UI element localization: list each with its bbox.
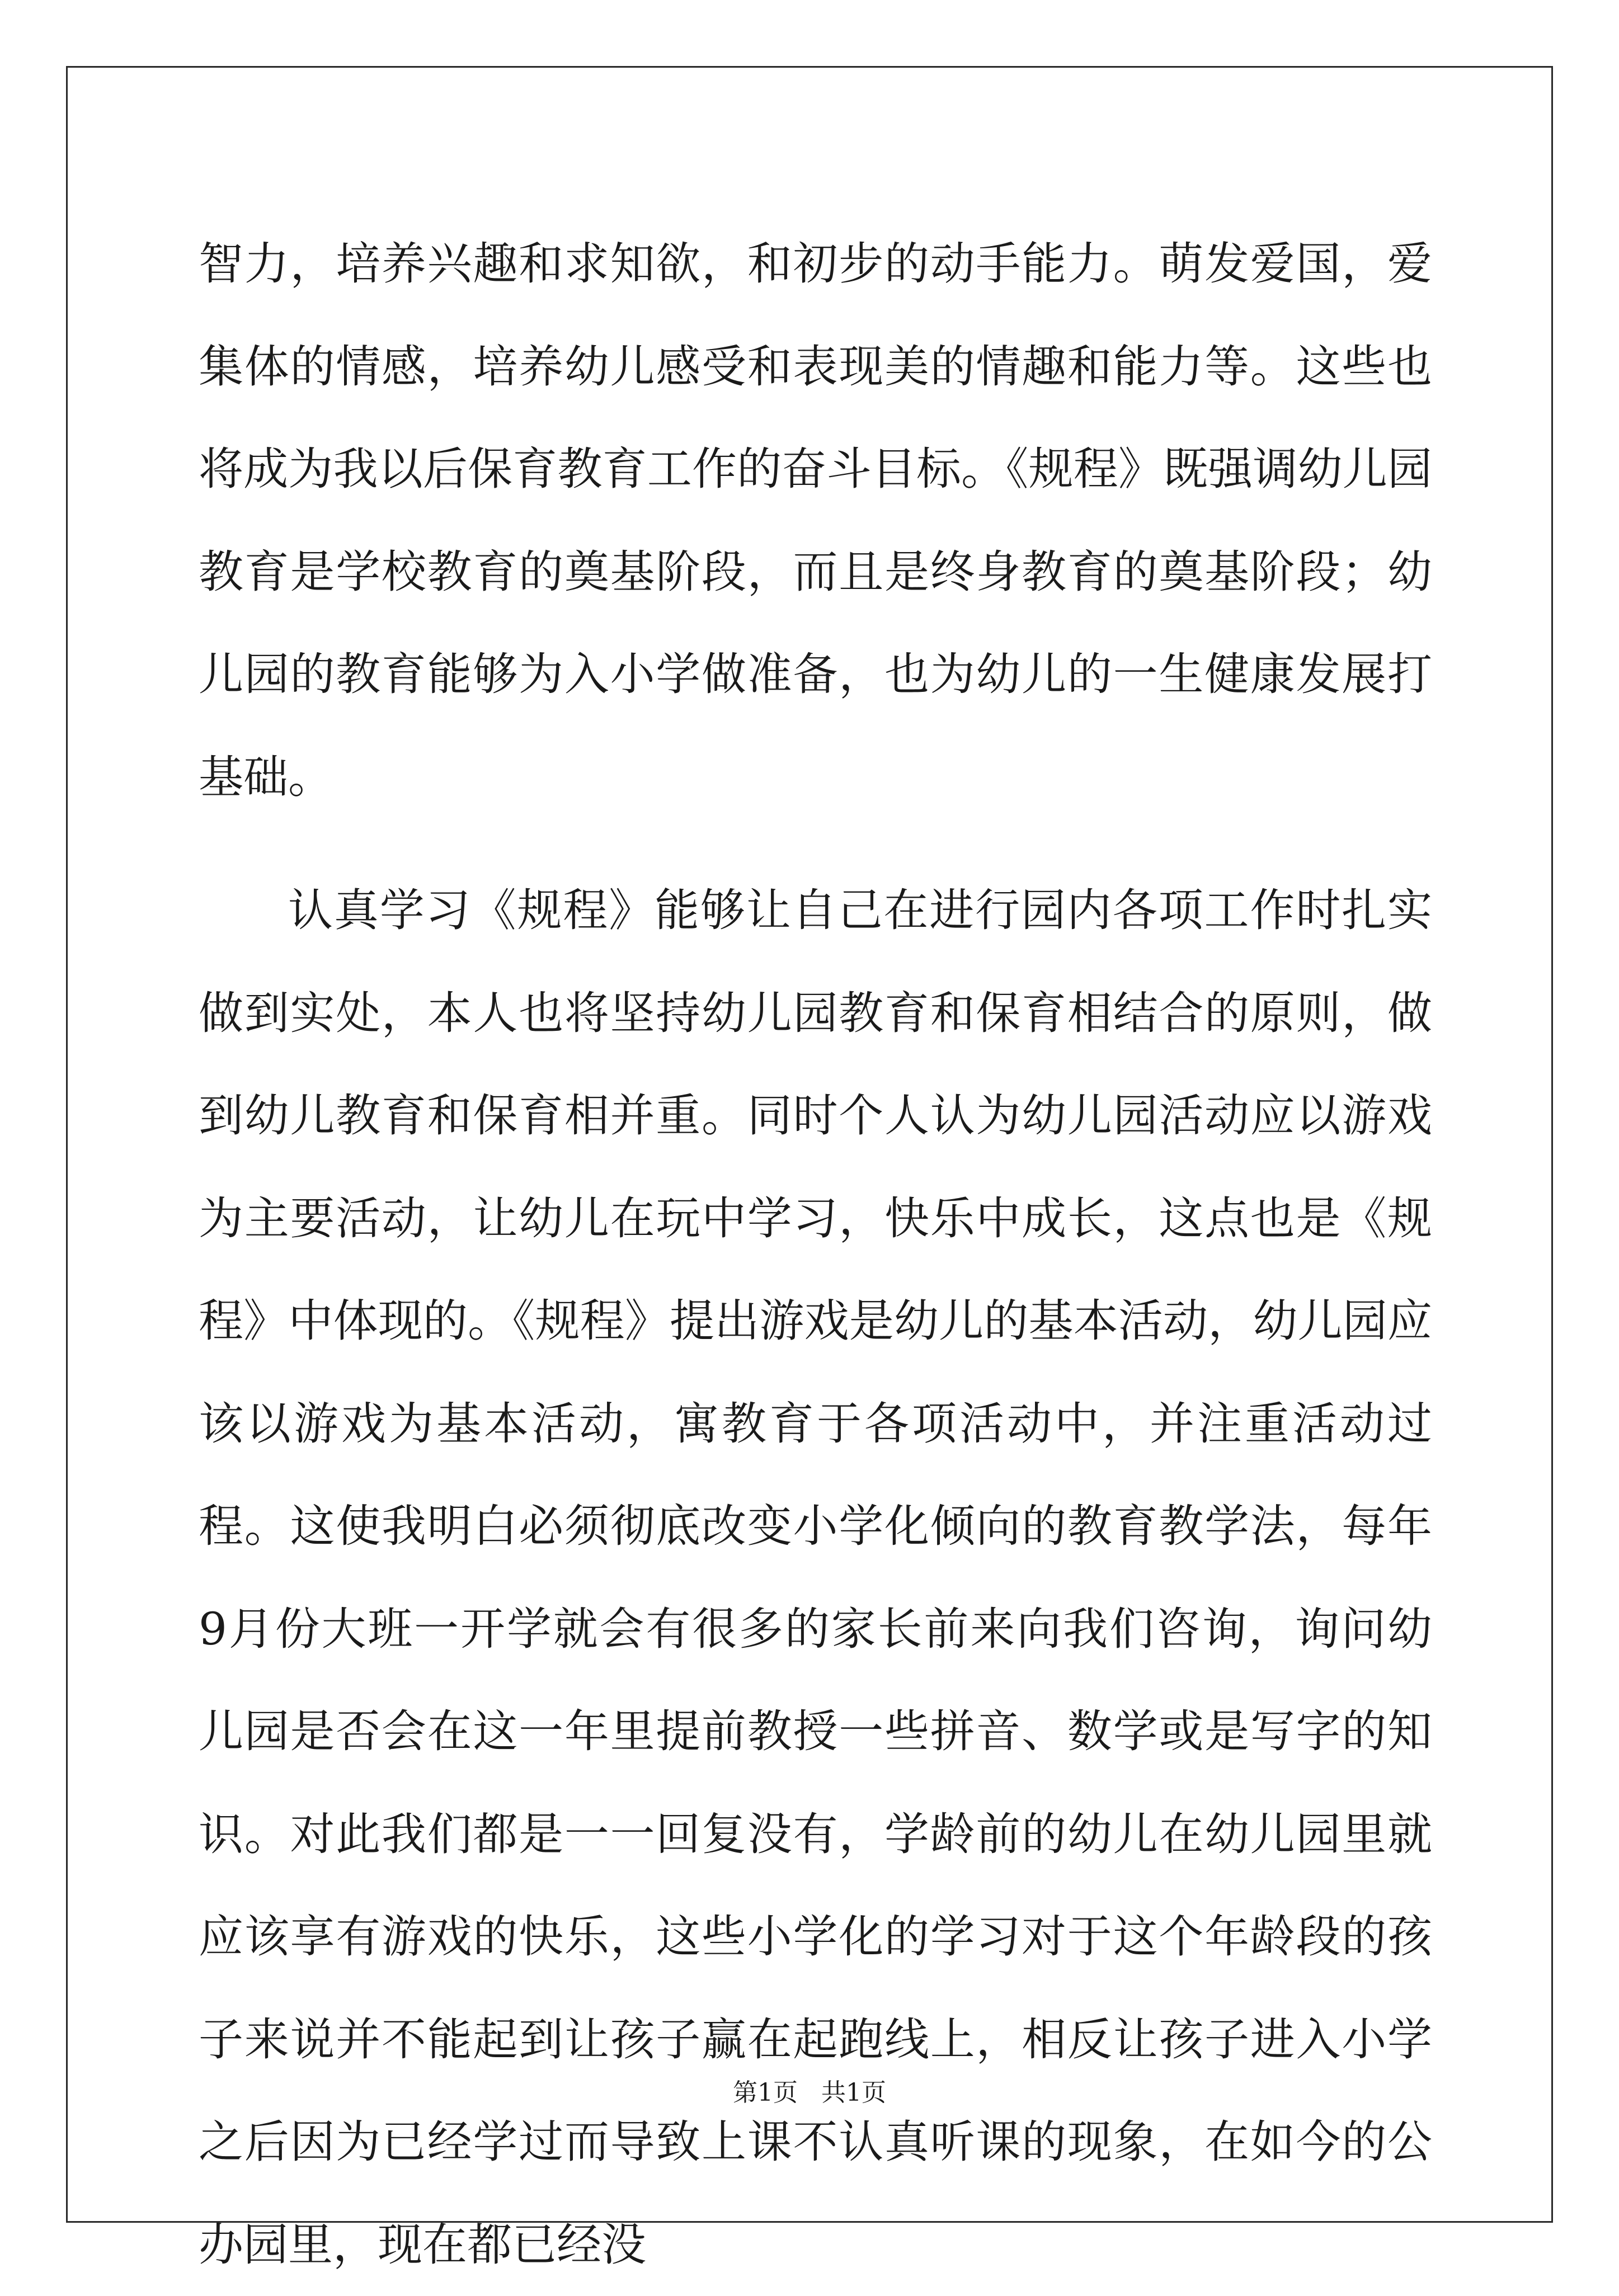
document-body bbox=[199, 213, 1432, 2296]
paragraph-1: 智力，培养兴趣和求知欲，和初步的动手能力。萌发爱国，爱集体的情感，培养幼儿感受和表现美的情趣和能力等。这些也将成为我以后保育教育工作的奋斗目标。《规程》既强调幼儿园教育是学校教育的奠基阶段，而且是终身教育的奠基阶段；幼儿园的教育能够为入小学做准备，也为幼儿的一生健康发展打基础。 bbox=[199, 238, 1432, 803]
paragraph-2: 认真学习《规程》能够让自己在进行园内各项工作时扎实做到实处，本人也将坚持幼儿园教育和保育相结合的原则，做到幼儿教育和保育相并重。同时个人认为幼儿园活动应以游戏为主要活动，让幼儿在玩中学习，快乐中成长，这点也是《规程》中体现的。《规程》提出游戏是幼儿的基本活动，幼儿园应该以游戏为基本活动，寓教育于各项活动中，并注重活动过程。这使我明白必须彻底改变小学化倾向的教育教学法，每年9月份大班一开学就会有很多的家长前来向我们咨询，询问幼儿园是否会在这一年里提前教授一些拼音、数学或是写字的知识。对此我们都是一一回复没有，学龄前的幼儿在幼儿园里就应该享有游戏的快乐，这些小学化的学习对于这个年龄段的孩子来说并不能起到让孩子赢在起跑线上，相反让孩子进入小学之后因为已经学过而导致上课不认真听课的现象，在如今的公办园里，现在都已经没 bbox=[199, 884, 1432, 2271]
page-footer: 第1页 共1页 bbox=[733, 2078, 886, 2107]
paragraph-gap bbox=[199, 828, 1432, 859]
